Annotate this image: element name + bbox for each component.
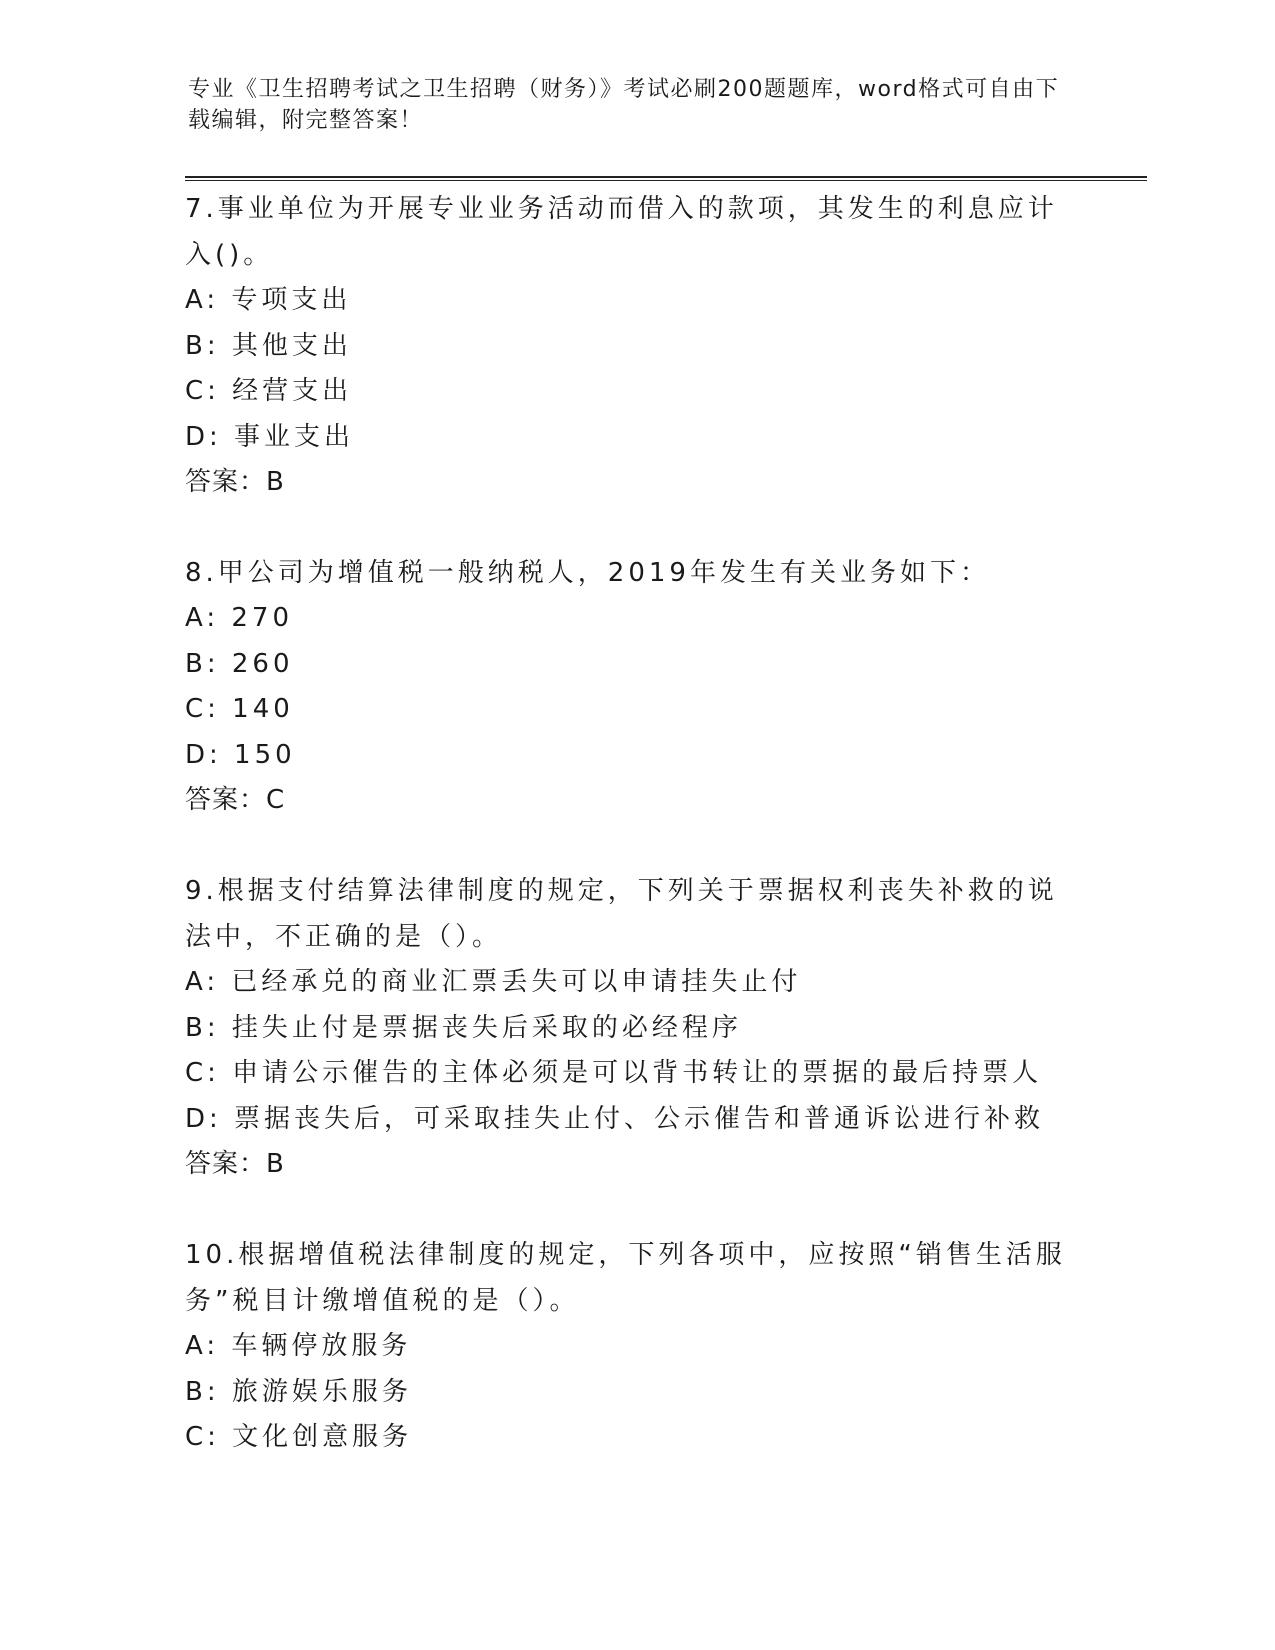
option-c: C: 申请公示催告的主体必须是可以背书转让的票据的最后持票人 <box>185 1058 1043 1088</box>
question-9 <box>185 868 1085 1187</box>
question-list <box>185 186 1085 1506</box>
option-d: D: 票据丧失后，可采取挂失止付、公示催告和普通诉讼进行补救 <box>185 1103 1045 1134</box>
option-b: B: 挂失止付是票据丧失后采取的必经程序 <box>185 1012 742 1043</box>
option-a: A: 专项支出 <box>185 285 352 315</box>
answer-line: 答案：B <box>185 1149 285 1179</box>
question-10 <box>185 1232 1085 1461</box>
question-stem: 8.甲公司为增值税一般纳税人，2019年发生有关业务如下： <box>185 558 990 588</box>
option-a: A: 已经承兑的商业汇票丢失可以申请挂失止付 <box>185 967 802 997</box>
question-stem: 7.事业单位为开展专业业务活动而借入的款项，其发生的利息应计入()。 <box>185 194 1058 270</box>
option-d: D: 事业支出 <box>185 421 355 452</box>
question-stem: 10.根据增值税法律制度的规定，下列各项中，应按照“销售生活服务”税目计缴增值税的是（）。 <box>185 1240 1066 1316</box>
answer-line: 答案：B <box>185 467 285 497</box>
option-a: A: 270 <box>185 603 293 633</box>
option-d: D: 150 <box>185 739 296 770</box>
option-b: B: 其他支出 <box>185 330 352 361</box>
option-a: A: 车辆停放服务 <box>185 1331 412 1361</box>
question-8 <box>185 550 1085 823</box>
header-divider <box>185 176 1147 181</box>
option-c: C: 140 <box>185 694 294 724</box>
option-b: B: 260 <box>185 648 294 679</box>
question-stem: 9.根据支付结算法律制度的规定，下列关于票据权利丧失补救的说法中，不正确的是（）。 <box>185 876 1058 952</box>
answer-line: 答案：C <box>185 785 286 815</box>
option-c: C: 经营支出 <box>185 376 353 406</box>
question-7 <box>185 186 1085 505</box>
option-b: B: 旅游娱乐服务 <box>185 1376 412 1407</box>
option-c: C: 文化创意服务 <box>185 1422 413 1452</box>
document-header: 专业《卫生招聘考试之卫生招聘（财务）》考试必刷200题题库，word格式可自由下载编辑，附完整答案！ <box>188 77 1060 133</box>
